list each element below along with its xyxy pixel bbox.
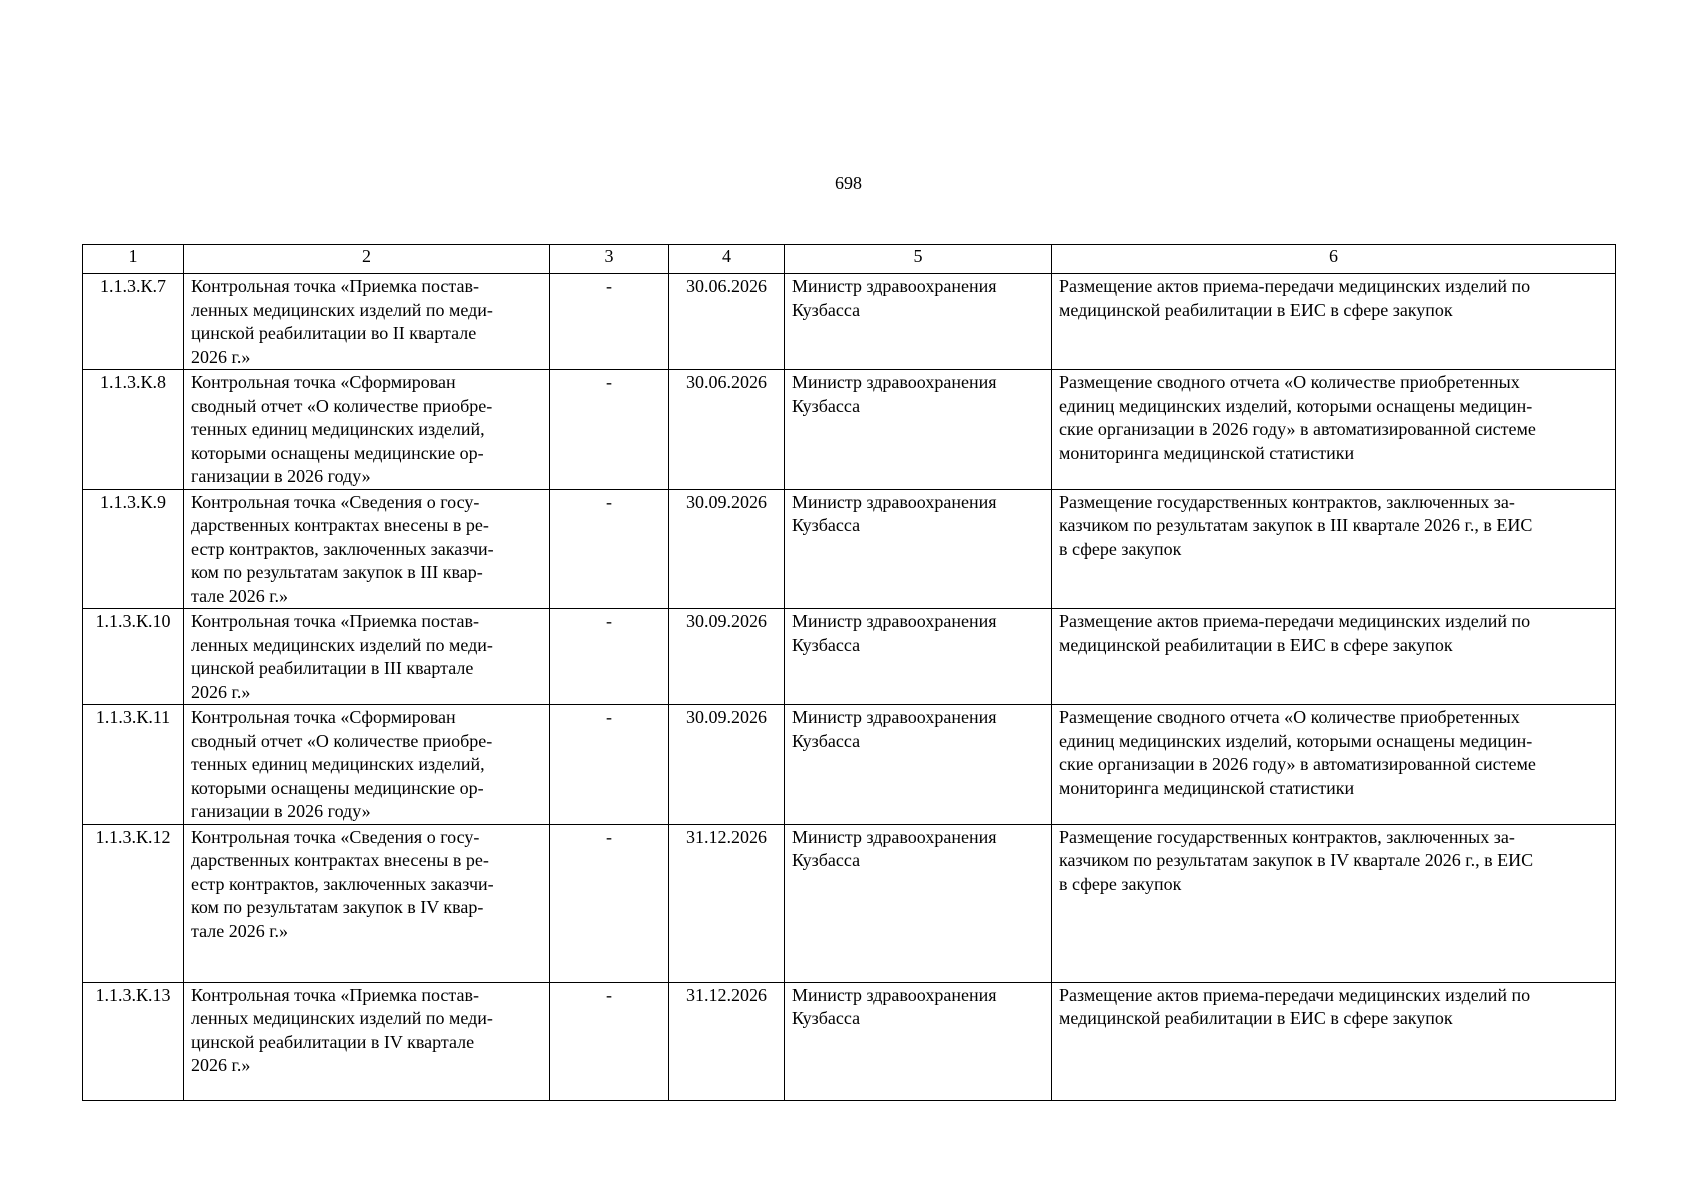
description-line: цинской реабилитации во II квартале — [191, 323, 477, 343]
description-line: естр контрактов, заключенных заказчи- — [191, 873, 494, 894]
responsible-line: Министр здравоохранения — [792, 707, 997, 727]
end-date-cell — [669, 609, 785, 705]
end-date-value: 31.12.2026 — [686, 984, 767, 1005]
row-number: 1.1.3.К.13 — [95, 984, 171, 1005]
description-line: дарственных контрактах внесены в ре- — [191, 515, 489, 535]
description-line: Контрольная точка «Сформирован — [191, 707, 456, 727]
start-date-cell — [550, 370, 669, 490]
responsible-line: Кузбасса — [792, 850, 861, 870]
result-line: мониторинга медицинской статистики — [1059, 442, 1355, 463]
description-line: Контрольная точка «Приемка постав- — [191, 611, 479, 631]
description-line: цинской реабилитации в IV квартале — [191, 1031, 475, 1052]
result-line: медицинской реабилитации в ЕИС в сфере закупок — [1059, 299, 1453, 320]
start-date-value: - — [606, 826, 612, 847]
description-cell — [184, 370, 550, 490]
result-cell — [1052, 824, 1616, 982]
description-line: сводный отчет «О количестве приобре- — [191, 395, 493, 416]
result-line: мониторинга медицинской статистики — [1059, 777, 1355, 798]
description-line: 2026 г.» — [191, 681, 251, 702]
responsible-line: Кузбасса — [792, 634, 861, 655]
column-header: 1 — [83, 245, 184, 274]
end-date-value: 30.09.2026 — [686, 611, 767, 631]
row-number-cell — [83, 705, 184, 825]
responsible-line: Министр здравоохранения — [792, 826, 997, 847]
result-line: медицинской реабилитации в ЕИС в сфере закупок — [1059, 634, 1453, 655]
row-number-cell — [83, 274, 184, 370]
result-line: Размещение сводного отчета «О количестве приобретенных — [1059, 707, 1520, 727]
description-line: цинской реабилитации в III квартале — [191, 658, 474, 678]
column-header: 3 — [550, 245, 669, 274]
start-date-cell — [550, 982, 669, 1100]
row-number: 1.1.3.К.12 — [95, 826, 171, 847]
description-line: тале 2026 г.» — [191, 920, 289, 941]
description-line: ленных медицинских изделий по меди- — [191, 1008, 493, 1028]
table-row — [83, 274, 1616, 370]
end-date-cell — [669, 705, 785, 825]
description-line: Контрольная точка «Сведения о госу- — [191, 491, 480, 512]
table-row — [83, 982, 1616, 1100]
result-line: Размещение актов приема-передачи медицинских изделий по — [1059, 984, 1531, 1005]
table-row — [83, 489, 1616, 609]
table-row — [83, 824, 1616, 982]
result-line: ские организации в 2026 году» в автоматизированной системе — [1059, 419, 1536, 439]
start-date-cell — [550, 274, 669, 370]
description-line: которыми оснащены медицинские ор- — [191, 777, 484, 798]
result-cell — [1052, 274, 1616, 370]
description-line: Контрольная точка «Сформирован — [191, 372, 456, 392]
description-line: 2026 г.» — [191, 346, 251, 367]
responsible-line: Кузбасса — [792, 515, 861, 535]
row-number: 1.1.3.К.10 — [95, 611, 171, 631]
result-line: Размещение государственных контрактов, заключенных за- — [1059, 491, 1515, 512]
end-date-cell — [669, 274, 785, 370]
result-line: казчиком по результатам закупок в IV квартале 2026 г., в ЕИС — [1059, 850, 1534, 870]
result-line: Размещение сводного отчета «О количестве приобретенных — [1059, 372, 1520, 392]
start-date-value: - — [606, 372, 612, 392]
responsible-line: Министр здравоохранения — [792, 491, 997, 512]
row-number: 1.1.3.К.7 — [99, 276, 166, 296]
end-date-value: 31.12.2026 — [686, 826, 767, 847]
result-line: Размещение государственных контрактов, заключенных за- — [1059, 826, 1515, 847]
result-line: ские организации в 2026 году» в автоматизированной системе — [1059, 754, 1536, 774]
end-date-cell — [669, 824, 785, 982]
result-cell — [1052, 489, 1616, 609]
responsible-line: Министр здравоохранения — [792, 611, 997, 631]
description-line: Контрольная точка «Приемка постав- — [191, 276, 479, 296]
end-date-value: 30.06.2026 — [686, 372, 767, 392]
description-cell — [184, 274, 550, 370]
end-date-value: 30.09.2026 — [686, 707, 767, 727]
column-header: 6 — [1052, 245, 1616, 274]
description-line: тале 2026 г.» — [191, 585, 289, 606]
table-row — [83, 609, 1616, 705]
start-date-cell — [550, 705, 669, 825]
end-date-value: 30.06.2026 — [686, 276, 767, 296]
start-date-cell — [550, 489, 669, 609]
description-line: Контрольная точка «Сведения о госу- — [191, 826, 480, 847]
description-line: ленных медицинских изделий по меди- — [191, 299, 493, 320]
description-line: ганизации в 2026 году» — [191, 801, 371, 821]
description-cell — [184, 824, 550, 982]
result-line: медицинской реабилитации в ЕИС в сфере закупок — [1059, 1008, 1453, 1028]
start-date-cell — [550, 609, 669, 705]
responsible-cell — [785, 370, 1052, 490]
responsible-cell — [785, 705, 1052, 825]
row-number: 1.1.3.К.11 — [95, 707, 171, 727]
description-line: тенных единиц медицинских изделий, — [191, 754, 485, 774]
result-line: Размещение актов приема-передачи медицинских изделий по — [1059, 611, 1531, 631]
description-line: ленных медицинских изделий по меди- — [191, 634, 493, 655]
start-date-value: - — [606, 984, 612, 1005]
row-number: 1.1.3.К.9 — [99, 491, 166, 512]
end-date-cell — [669, 489, 785, 609]
description-line: ганизации в 2026 году» — [191, 466, 371, 486]
responsible-cell — [785, 824, 1052, 982]
row-number-cell — [83, 370, 184, 490]
description-line: сводный отчет «О количестве приобре- — [191, 730, 493, 751]
page-number: 698 — [835, 173, 862, 193]
result-cell — [1052, 982, 1616, 1100]
table-row — [83, 370, 1616, 490]
description-cell — [184, 705, 550, 825]
description-line: естр контрактов, заключенных заказчи- — [191, 538, 494, 559]
responsible-line: Министр здравоохранения — [792, 276, 997, 296]
row-number-cell — [83, 824, 184, 982]
result-line: в сфере закупок — [1059, 538, 1182, 559]
table-row — [83, 705, 1616, 825]
responsible-line: Министр здравоохранения — [792, 372, 997, 392]
description-line: дарственных контрактах внесены в ре- — [191, 850, 489, 870]
start-date-value: - — [606, 707, 612, 727]
end-date-value: 30.09.2026 — [686, 491, 767, 512]
result-line: Размещение актов приема-передачи медицинских изделий по — [1059, 276, 1531, 296]
row-number-cell — [83, 609, 184, 705]
start-date-value: - — [606, 276, 612, 296]
result-cell — [1052, 370, 1616, 490]
column-header: 4 — [669, 245, 785, 274]
row-number: 1.1.3.К.8 — [99, 372, 166, 392]
description-cell — [184, 609, 550, 705]
control-points-table — [82, 244, 1616, 1101]
result-line: казчиком по результатам закупок в III квартале 2026 г., в ЕИС — [1059, 515, 1533, 535]
column-header: 2 — [184, 245, 550, 274]
end-date-cell — [669, 982, 785, 1100]
description-line: ком по результатам закупок в IV квар- — [191, 897, 484, 917]
description-line: которыми оснащены медицинские ор- — [191, 442, 484, 463]
responsible-cell — [785, 274, 1052, 370]
responsible-line: Кузбасса — [792, 299, 861, 320]
responsible-line: Кузбасса — [792, 730, 861, 751]
start-date-value: - — [606, 491, 612, 512]
description-line: Контрольная точка «Приемка постав- — [191, 984, 479, 1005]
responsible-cell — [785, 489, 1052, 609]
table-header-row — [83, 245, 1616, 274]
description-line: тенных единиц медицинских изделий, — [191, 419, 485, 439]
responsible-line: Кузбасса — [792, 1008, 861, 1028]
result-cell — [1052, 609, 1616, 705]
responsible-line: Кузбасса — [792, 395, 861, 416]
description-line: ком по результатам закупок в III квар- — [191, 562, 483, 582]
result-line: в сфере закупок — [1059, 873, 1182, 894]
description-line: 2026 г.» — [191, 1055, 251, 1075]
description-cell — [184, 489, 550, 609]
result-line: единиц медицинских изделий, которыми оснащены медицин- — [1059, 730, 1533, 751]
row-number-cell — [83, 982, 184, 1100]
result-line: единиц медицинских изделий, которыми оснащены медицин- — [1059, 395, 1533, 416]
column-header: 5 — [785, 245, 1052, 274]
responsible-line: Министр здравоохранения — [792, 984, 997, 1005]
responsible-cell — [785, 609, 1052, 705]
description-cell — [184, 982, 550, 1100]
responsible-cell — [785, 982, 1052, 1100]
result-cell — [1052, 705, 1616, 825]
row-number-cell — [83, 489, 184, 609]
start-date-cell — [550, 824, 669, 982]
end-date-cell — [669, 370, 785, 490]
start-date-value: - — [606, 611, 612, 631]
